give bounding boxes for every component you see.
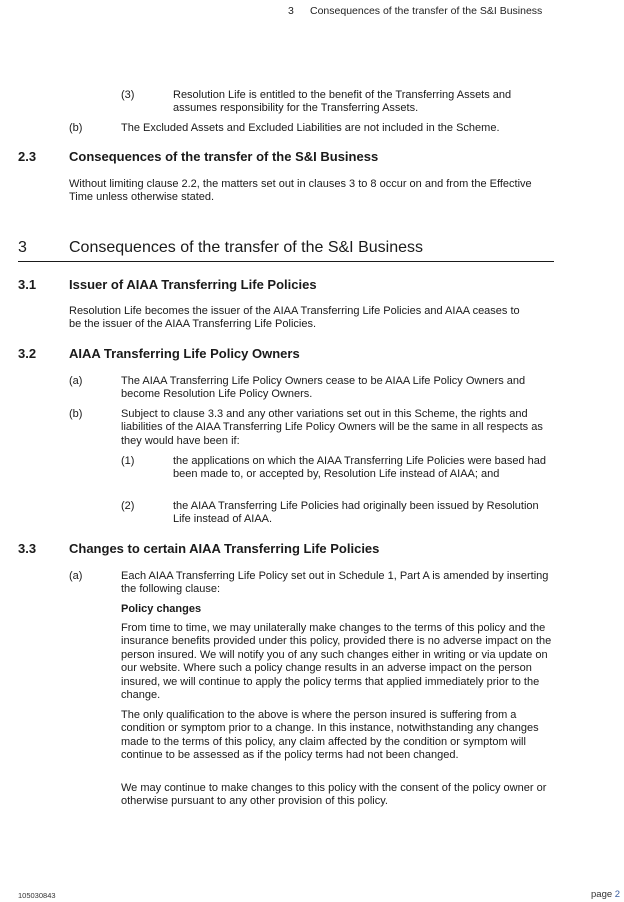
- section-3-1-heading: [0, 277, 624, 293]
- chapter-title: Consequences of the transfer of the S&I Business: [69, 239, 423, 256]
- item-label-b: (b): [69, 408, 83, 420]
- clause-paragraph-2: The only qualification to the above is where the person insured is suffering from a condition or symptom prior to a change. In this instance, notwithstanding any changes made to the terms of this policy, any claim affected by the condition or symptom will continue to be assessed as if the policy terms had not been changed.: [121, 709, 539, 762]
- section-title: Consequences of the transfer of the S&I Business: [69, 149, 379, 164]
- subitem-text-2: the AIAA Transferring Life Policies had originally been issued by Resolution Life instead of AIAA.: [173, 500, 539, 526]
- page-number-value: 2: [614, 889, 621, 900]
- section-number: 3.2: [18, 346, 37, 361]
- page-label: page: [591, 889, 613, 900]
- item-label-b: (b): [69, 122, 83, 134]
- item-label-3: (3): [121, 89, 135, 101]
- subitem-label-2: (2): [121, 500, 135, 512]
- item-label-a: (a): [69, 375, 83, 387]
- running-header-number: 3: [288, 5, 294, 17]
- clause-paragraph-1: From time to time, we may unilaterally make changes to the terms of this policy and the insurance benefits provided under this policy, provided there is no adverse impact on the person insured. We will notify you of any such changes either in writing or via update on our website. Where such a policy change results in an adverse impact on the person insured, we will continue to apply the policy terms that applied immediately prior to the change.: [121, 622, 552, 702]
- section-3-2-heading: [0, 346, 624, 362]
- section-number: 3.1: [18, 277, 37, 292]
- item-text-3: Resolution Life is entitled to the benefit of the Transferring Assets and assumes responsibility for the Transferring Assets.: [173, 89, 512, 115]
- chapter-3-heading: [18, 237, 554, 262]
- section-title: AIAA Transferring Life Policy Owners: [69, 346, 300, 361]
- item-text-a: Each AIAA Transferring Life Policy set out in Schedule 1, Part A is amended by inserting the following clause:: [121, 570, 549, 596]
- item-text-a: The AIAA Transferring Life Policy Owners cease to be AIAA Life Policy Owners and become Resolution Life Policy Owners.: [121, 375, 526, 401]
- section-3-1-body: Resolution Life becomes the issuer of the AIAA Transferring Life Policies and AIAA ceases to be the issuer of the AIAA Transferring Life Policies.: [69, 305, 520, 331]
- section-2-3-heading: [0, 149, 624, 165]
- section-3-3-heading: [0, 541, 624, 557]
- item-label-a: (a): [69, 570, 83, 582]
- running-header: [288, 5, 542, 17]
- subitem-text-1: the applications on which the AIAA Transferring Life Policies were based had been made to, or accepted by, Resolution Life instead of AIAA; and: [173, 455, 547, 481]
- section-title: Changes to certain AIAA Transferring Life Policies: [69, 541, 380, 556]
- section-2-3-body: Without limiting clause 2.2, the matters set out in clauses 3 to 8 occur on and from the Effective Time unless otherwise stated.: [69, 178, 532, 204]
- section-title: Issuer of AIAA Transferring Life Policies: [69, 277, 317, 292]
- clause-heading: Policy changes: [121, 603, 202, 615]
- item-text-b: The Excluded Assets and Excluded Liabilities are not included in the Scheme.: [121, 122, 500, 134]
- subitem-label-1: (1): [121, 455, 135, 467]
- running-header-title: Consequences of the transfer of the S&I Business: [310, 5, 543, 17]
- chapter-number: 3: [18, 239, 27, 256]
- clause-paragraph-3: We may continue to make changes to this policy with the consent of the policy owner or otherwise pursuant to any other provision of this policy.: [121, 782, 547, 808]
- page-number: [591, 889, 620, 900]
- document-id: 105030843: [18, 891, 56, 900]
- item-text-b: Subject to clause 3.3 and any other variations set out in this Scheme, the rights and liabilities of the AIAA Transferring Life Policy Owners will be the same in all respects as they would have been if:: [121, 408, 543, 447]
- section-number: 3.3: [18, 541, 37, 556]
- section-number: 2.3: [18, 149, 37, 164]
